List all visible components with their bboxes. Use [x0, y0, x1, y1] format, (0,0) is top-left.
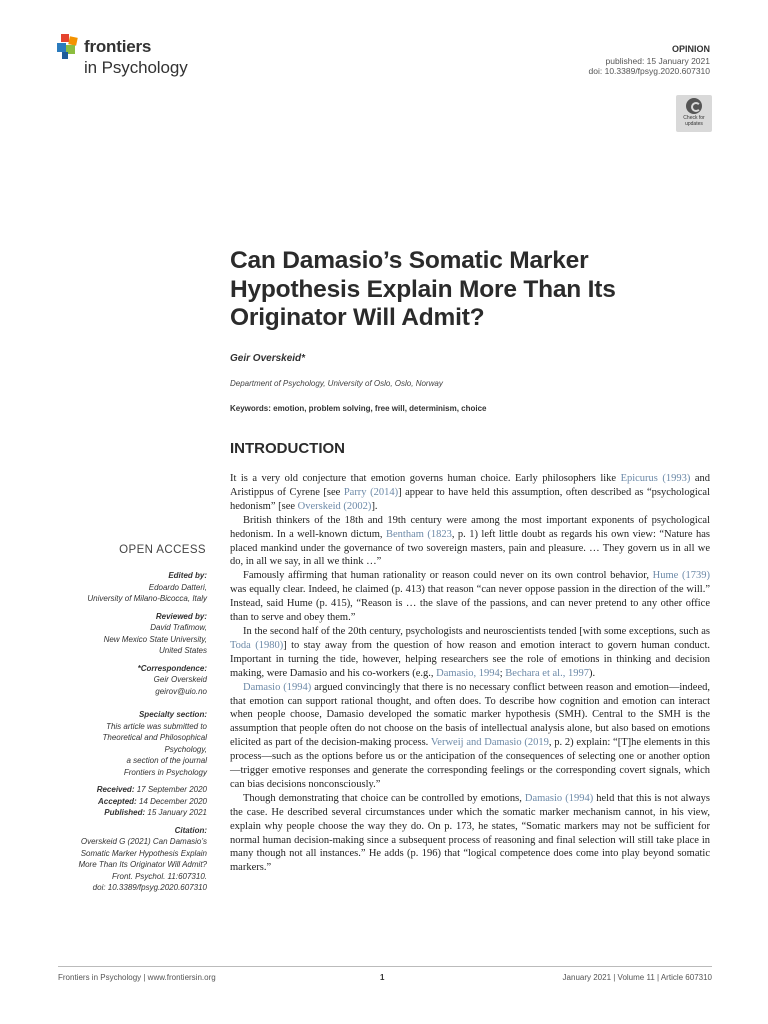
article-info-sidebar [50, 570, 207, 894]
body-text: and Aristippus of Cyrene [see [230, 473, 710, 498]
citation-link[interactable]: Epicurus (1993) [620, 473, 691, 484]
body-text: Famously affirming that human rationality or reason could never on its own control behavior, [243, 570, 653, 582]
citation-link[interactable]: Bechara et al., 1997 [505, 667, 589, 679]
reviewer-line: New Mexico State University, [103, 634, 207, 644]
citation-link[interactable]: Overskeid (2002) [297, 500, 372, 512]
open-access-label: OPEN ACCESS [119, 544, 206, 556]
citation-label: Citation: [174, 825, 207, 835]
article-type-label: OPINION [671, 44, 710, 54]
journal-name: in Psychology [84, 58, 188, 77]
published-date: published: 15 January 2021 [605, 56, 710, 66]
body-text: It is a very old conjecture that emotion governs human choice. Early philosophers like [230, 473, 621, 484]
body-paragraph [230, 569, 710, 625]
check-for-updates-button[interactable] [676, 95, 712, 132]
specialty-line: This article was submitted to [106, 721, 207, 731]
page-number: 1 [380, 973, 385, 982]
published-date-sidebar: 15 January 2021 [147, 808, 207, 817]
body-text: ; [499, 667, 506, 679]
author-affiliation: Department of Psychology, University of Oslo, Oslo, Norway [230, 379, 443, 388]
body-paragraph [230, 514, 710, 570]
body-text: British thinkers of the 18th and 19th century were among the most important exponents of psychological hedonism. In a well-known dictum, [230, 514, 710, 540]
specialty-line: Psychology, [164, 744, 207, 754]
citation-link[interactable]: Damasio (1994) [524, 792, 594, 804]
citation-link[interactable]: Damasio (1994) [243, 681, 312, 693]
editor-line: Edoardo Datteri, [148, 582, 207, 592]
body-text: , p. 1) left little doubt as regards his own view: “Nature has placed mankind under the governance of two sovereign masters, pain and pleasure. … They govern us in all we do, in all we say, in all we think …” [230, 528, 711, 568]
specialty-line: Frontiers in Psychology [123, 767, 207, 777]
received-date-row [50, 784, 207, 796]
body-text: argued convincingly that there is no necessary conflict between reason and emotion—indeed, that emotion can support rational thought, and often does. To describe how cognition and emotion can interact when people choose, Damasio developed the somatic marker hypothesis (SMH). Central to the SMH is the assumption that people often do not choose on the basis of intellectual analysis alone, but also based on emotions elicited as part of the decision-making process. [230, 681, 710, 749]
body-text: , p. 2) explain: “[T]he elements in this process—such as the options before us or the anticipation of the consequences of selecting one or another option—trigger emotive responses and generate the corresponding feelings or the corresponding covert signals, which can bias decisions nonconsciously.” [230, 737, 710, 790]
reviewed-by-label: Reviewed by: [155, 611, 207, 621]
frontiers-logo-icon [57, 34, 81, 60]
citation-link[interactable]: Bentham (1823 [386, 528, 452, 540]
reviewer-line: United States [158, 646, 207, 655]
body-paragraph [230, 681, 710, 792]
check-for-updates-label: Check for updates [683, 115, 705, 127]
body-text: Though demonstrating that choice can be controlled by emotions, [243, 792, 525, 804]
citation-link[interactable]: Toda (1980) [230, 639, 284, 651]
citation-line: doi: 10.3389/fpsyg.2020.607310 [92, 883, 207, 892]
body-text: ] appear to have held this assumption, often described as “psychological hedonism” [see [230, 486, 710, 512]
accepted-date-row [50, 796, 207, 808]
citation-line: Somatic Marker Hypothesis Explain [80, 848, 207, 858]
specialty-line: Theoretical and Philosophical [102, 733, 207, 742]
footer-divider [58, 966, 712, 967]
article-body [230, 472, 710, 875]
body-text: ). [588, 667, 596, 679]
published-date-row [50, 807, 207, 819]
body-text: ] to stay away from the question of how reason and emotion interact to govern human conduct. Important in turning the tide, however, helping researchers see the role of emotions in thinking and decision making, were Damasio and his co-workers (e.g., [230, 639, 710, 679]
citation-link[interactable]: Verweij and Damasio (2019 [430, 737, 549, 749]
body-paragraph [230, 625, 710, 681]
citation-link[interactable]: Damasio, 1994 [436, 667, 500, 679]
received-date: 17 September 2020 [136, 785, 207, 794]
accepted-date: 14 December 2020 [138, 796, 207, 806]
received-label: Received: [96, 785, 135, 794]
body-paragraph [230, 472, 710, 514]
body-text: held that this is not always the case. He described several circumstances under which the somatic marker mechanism cannot, in his view, explain why people choose the way they do. On p. 173, he states, “Somatic markers may not be sufficient for normal human decision-making since a subsequent process of reasoning and final selection will still take place in many though not all instances.” He adds (p. 196) that “logical competence does come into play beyond somatic markers.” [230, 792, 710, 874]
correspondence-name: Geir Overskeid [153, 675, 207, 684]
author-name[interactable]: Geir Overskeid* [230, 353, 306, 364]
citation-link[interactable]: Hume (1739) [652, 570, 710, 582]
citation-line: More Than Its Originator Will Admit? [78, 860, 207, 869]
body-text: In the second half of the 20th century, psychologists and neuroscientists tended [with some exceptions, such as [243, 625, 710, 637]
refresh-icon [686, 98, 702, 114]
citation-link[interactable]: Parry (2014) [343, 486, 399, 498]
body-text: was equally clear. Indeed, he claimed (p. 413) that reason “can never oppose passion in the direction of the will.” Instead, said Hume (p. 415), “Reason is … the slave of the passions, and can never pretend to any other office than to serve and obey them.” [230, 584, 710, 624]
body-text: ]. [371, 500, 378, 512]
journal-logo-wordmark: frontiers [84, 37, 152, 56]
specialty-section-label: Specialty section: [138, 710, 207, 719]
published-label: Published: [104, 808, 146, 817]
editor-line: University of Milano-Bicocca, Italy [87, 594, 207, 603]
specialty-line: a section of the journal [126, 756, 207, 765]
citation-line: Front. Psychol. 11:607310. [111, 871, 207, 881]
reviewer-line: David Trafimow, [150, 623, 207, 632]
article-title: Can Damasio’s Somatic Marker Hypothesis Explain More Than Its Originator Will Admit? [230, 247, 616, 331]
footer-volume-info: January 2021 | Volume 11 | Article 607310 [562, 973, 712, 982]
citation-line: Overskeid G (2021) Can Damasio’s [80, 837, 207, 846]
correspondence-email-link[interactable]: geirov@uio.no [155, 686, 207, 696]
correspondence-label: *Correspondence: [137, 663, 207, 673]
keywords-line: Keywords: emotion, problem solving, free will, determinism, choice [230, 404, 487, 413]
doi-line: doi: 10.3389/fpsyg.2020.607310 [588, 66, 710, 76]
accepted-label: Accepted: [98, 796, 137, 806]
edited-by-label: Edited by: [168, 571, 207, 580]
body-paragraph [230, 792, 710, 875]
footer-journal-link[interactable]: Frontiers in Psychology | www.frontiersin.org [58, 973, 216, 982]
section-heading: INTRODUCTION [230, 440, 345, 457]
